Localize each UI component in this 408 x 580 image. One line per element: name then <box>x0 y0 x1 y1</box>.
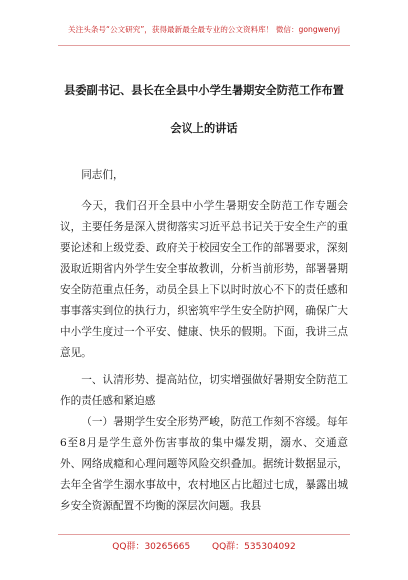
paragraph-intro: 今天，我们召开全县中小学生暑期安全防范工作专题会议，主要任务是深入贯彻落实习近平总书记关于安全生产的重要论述和上级党委、政府关于校园安全工作的部署要求，深刻汲取近期省内外学生安全事故教训，分析当前形势，部署暑期安全防范重点任务，动员全县上下以时时放心不下的责任感和事事落实到位的执行力，织密筑牢学生安全防护网，确保广大中小学生度过一个平安、健康、快乐的假期。下面，我讲三点意见。 <box>60 200 348 359</box>
footer-divider <box>58 534 350 535</box>
page-footer <box>0 539 408 552</box>
document-title-line1: 县委副书记、县长在全县中小学生暑期安全防范工作布置 <box>64 83 344 97</box>
header-divider <box>58 45 350 46</box>
footer-qq-group-2: QQ群：535304092 <box>212 542 296 552</box>
paragraph-section-1-1: （一）暑期学生安全形势严峻，防范工作刻不容缓。每年6至8月是学生意外伤害事故的集中爆发期，溺水、交通意外、网络成瘾和心理问题等风险交织叠加。据统计数据显示，去年全省学生溺水事故中，农村地区占比超过七成，暴露出城乡安全资源配置不均衡的深层次问题。我县 <box>60 416 348 512</box>
section-heading-1: 一、认清形势、提高站位，切实增强做好暑期安全防范工作的责任感和紧迫感 <box>60 374 348 407</box>
document-title-line2: 会议上的讲话 <box>170 121 238 135</box>
document-body <box>60 165 348 517</box>
greeting: 同志们， <box>81 169 124 181</box>
footer-qq-group-1: QQ群：30265665 <box>112 542 191 552</box>
page-header-notice: 关注头条号“公文研究”，获得最新最全最专业的公文资料库！ 微信：gongwenyj <box>68 25 340 34</box>
